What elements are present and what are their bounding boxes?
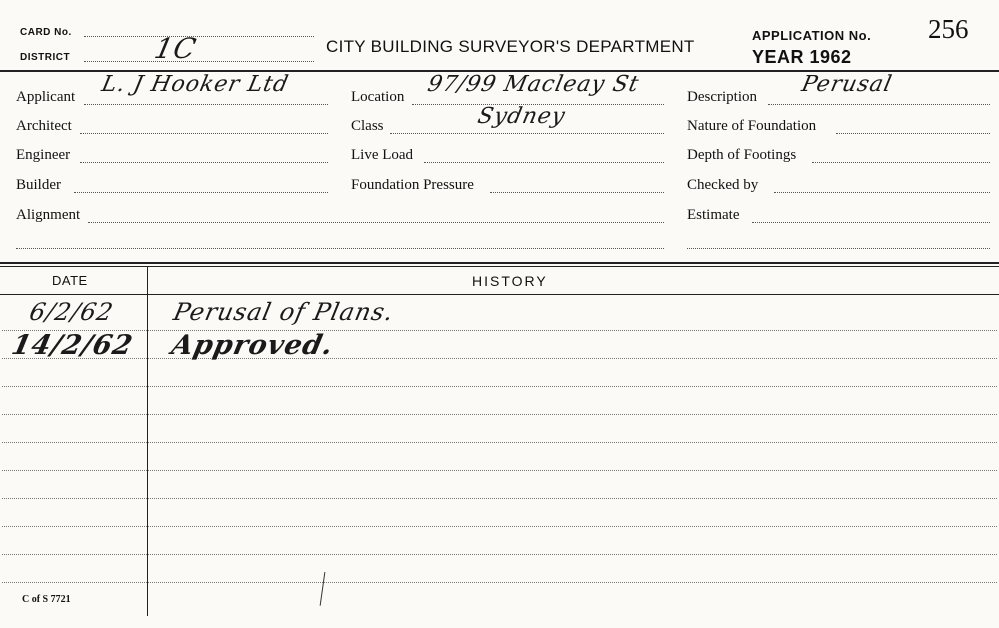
- description-value: Perusal: [799, 72, 895, 97]
- history-entry-1-date: 6/2/62: [27, 298, 117, 326]
- card-no-line: [84, 36, 314, 37]
- ruled-line: [2, 386, 997, 387]
- date-column-header: DATE: [52, 273, 88, 288]
- nature-of-foundation-label: Nature of Foundation: [687, 118, 817, 134]
- architect-label: Architect: [16, 118, 72, 134]
- engineer-line: [80, 162, 328, 163]
- extra-field-line-right: [687, 248, 990, 249]
- nature-of-foundation-line: [836, 133, 990, 134]
- alignment-line: [88, 222, 664, 223]
- history-top-border: [0, 262, 999, 264]
- district-value: 1C: [151, 32, 200, 65]
- estimate-line: [752, 222, 990, 223]
- foundation-pressure-line: [490, 192, 664, 193]
- location-value: 97/99 Macleay St: [425, 72, 642, 97]
- district-label: DISTRICT: [20, 52, 71, 63]
- class-line: [390, 133, 664, 134]
- depth-of-footings-label: Depth of Footings: [687, 147, 797, 163]
- estimate-label: Estimate: [687, 207, 740, 223]
- description-line: [768, 104, 990, 105]
- applicant-label: Applicant: [16, 89, 76, 105]
- location-label: Location: [351, 89, 405, 105]
- card-no-label: CARD No.: [20, 27, 72, 38]
- live-load-label: Live Load: [351, 147, 414, 163]
- checked-by-label: Checked by: [687, 177, 759, 193]
- checked-by-line: [774, 192, 990, 193]
- class-value: Sydney: [475, 104, 568, 129]
- ruled-line: [2, 526, 997, 527]
- applicant-line: [84, 104, 328, 105]
- history-top-border-inner: [0, 266, 999, 267]
- depth-of-footings-line: [812, 162, 990, 163]
- alignment-label: Alignment: [16, 207, 81, 223]
- description-label: Description: [687, 89, 757, 105]
- ruled-line: [2, 582, 997, 583]
- ruled-line: [2, 470, 997, 471]
- extra-field-line: [16, 248, 664, 249]
- applicant-value: L. J Hooker Ltd: [99, 72, 292, 97]
- district-line: [84, 61, 314, 62]
- date-column-divider: [147, 266, 148, 616]
- history-entry-1-text: Perusal of Plans.: [171, 298, 397, 326]
- ruled-line: [2, 414, 997, 415]
- history-header-divider: [0, 294, 999, 295]
- history-entry-2-date: 14/2/62: [8, 330, 136, 361]
- builder-label: Builder: [16, 177, 61, 193]
- live-load-line: [424, 162, 664, 163]
- application-no-value: 256: [928, 14, 969, 44]
- history-column-header: HISTORY: [472, 273, 548, 289]
- department-title: CITY BUILDING SURVEYOR'S DEPARTMENT: [326, 37, 695, 56]
- builder-line: [74, 192, 328, 193]
- architect-line: [80, 133, 328, 134]
- ruled-line: [2, 442, 997, 443]
- ruled-line: [2, 498, 997, 499]
- form-code: C of S 7721: [22, 594, 71, 605]
- engineer-label: Engineer: [16, 147, 71, 163]
- ruled-line: [2, 554, 997, 555]
- ruled-line: [2, 330, 997, 331]
- foundation-pressure-label: Foundation Pressure: [351, 177, 474, 193]
- ruled-line: [2, 358, 997, 359]
- year-label: YEAR 1962: [752, 47, 852, 67]
- class-label: Class: [351, 118, 384, 134]
- history-entry-2-text: Approved.: [168, 330, 337, 361]
- application-no-label: APPLICATION No.: [752, 28, 872, 43]
- stray-pen-mark: [320, 572, 328, 606]
